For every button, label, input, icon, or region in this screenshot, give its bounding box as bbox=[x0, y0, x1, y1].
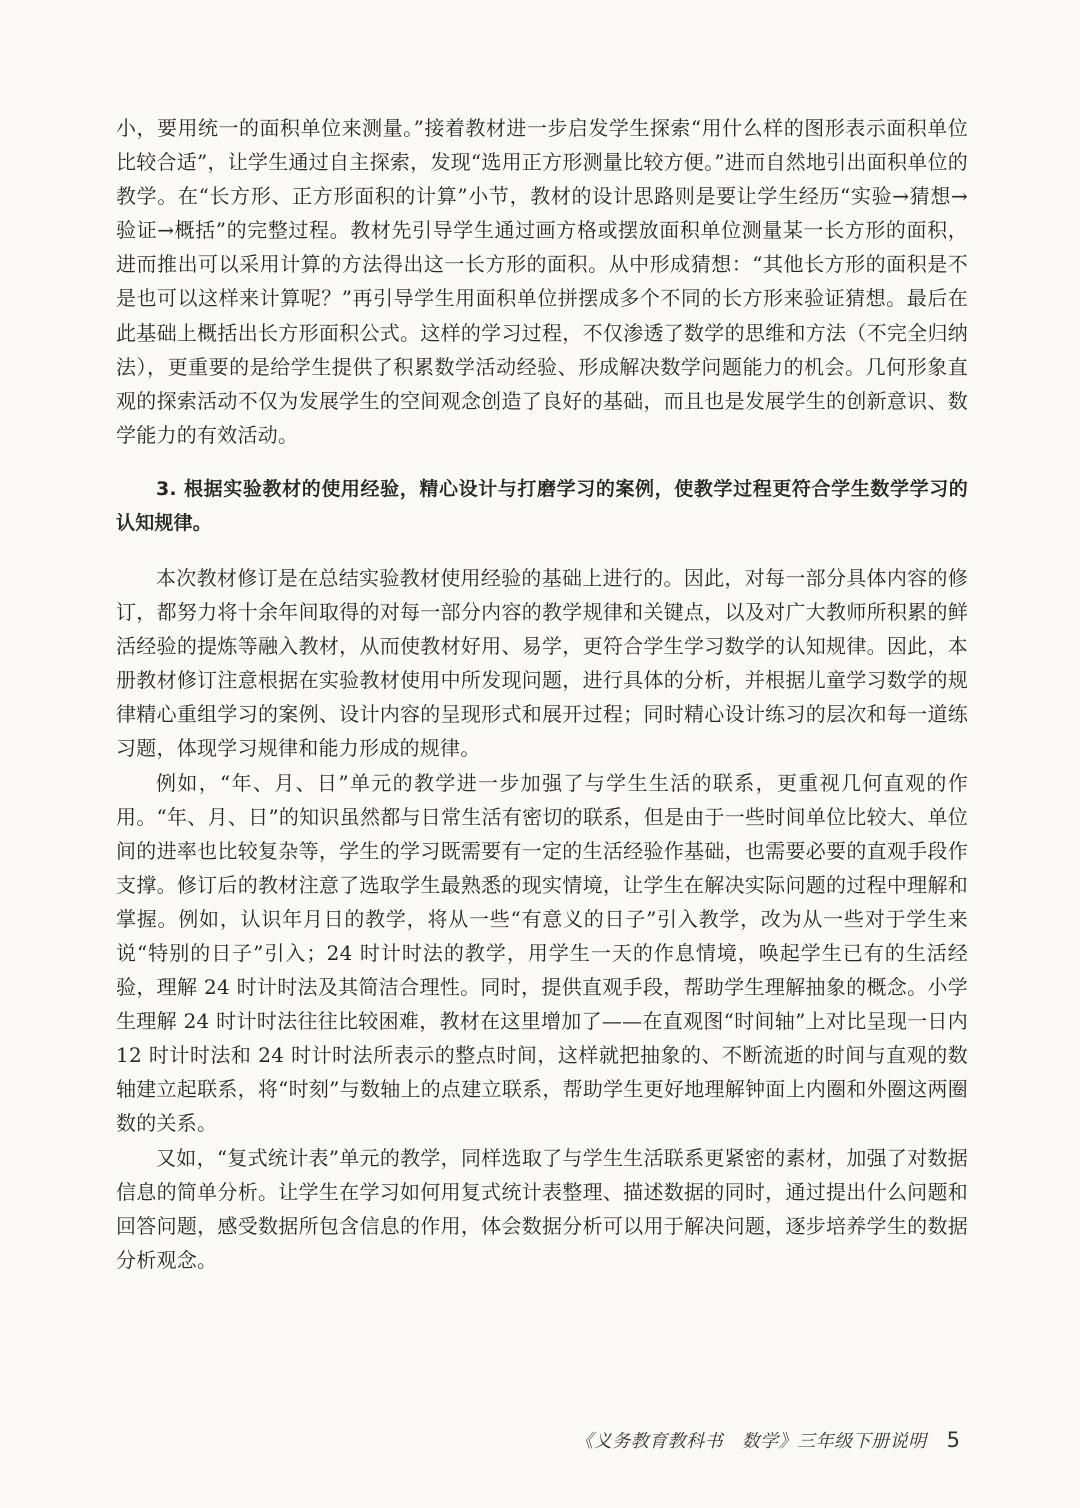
section-heading-3: 3. 根据实验教材的使用经验，精心设计与打磨学习的案例，使教学过程更符合学生数学学习的认知规律。 bbox=[116, 477, 968, 534]
paragraph-statistics-table: 又如，“复式统计表”单元的教学，同样选取了与学生生活联系更紧密的素材，加强了对数据信息的简单分析。让学生在学习如何用复式统计表整理、描述数据的同时，通过提出什么问题和回答问题，感受数据所包含信息的作用，体会数据分析可以用于解决问题，逐步培养学生的数据分析观念。 bbox=[116, 1145, 968, 1272]
paragraph-revision: 本次教材修订是在总结实验教材使用经验的基础上进行的。因此，对每一部分具体内容的修订，都努力将十余年间取得的对每一部分内容的教学规律和关键点，以及对广大教师所积累的鲜活经验的提炼等融入教材，从而使教材好用、易学，更符合学生学习数学的认知规律。因此，本册教材修订注意根据在实验教材使用中所发现问题，进行具体的分析，并根据儿童学习数学的规律精心重组学习的案例、设计内容的呈现形式和展开过程；同时精心设计练习的层次和每一道练习题，体现学习规律和能力形成的规律。 bbox=[116, 565, 968, 761]
body-text bbox=[116, 111, 968, 1277]
footer-book-title: 《义务教育教科书 数学》三年级下册说明 bbox=[575, 1431, 927, 1452]
page-number: 5 bbox=[946, 1428, 960, 1452]
paragraph-area-units: 小，要用统一的面积单位来测量。”接着教材进一步启发学生探索“用什么样的图形表示面积单位比较合适”，让学生通过自主探索，发现“选用正方形测量比较方便。”进而自然地引出面积单位的教学。在“长方形、正方形面积的计算”小节，教材的设计思路则是要让学生经历“实验→猜想→验证→概括”的完整过程。教材先引导学生通过画方格或摆放面积单位测量某一长方形的面积，进而推出可以采用计算的方法得出这一长方形的面积。从中形成猜想：“其他长方形的面积是不是也可以这样来计算呢？”再引导学生用面积单位拼摆成多个不同的长方形来验证猜想。最后在此基础上概括出长方形面积公式。这样的学习过程，不仅渗透了数学的思维和方法（不完全归纳法），更重要的是给学生提供了积累数学活动经验、形成解决数学问题能力的机会。几何形象直观的探索活动不仅为发展学生的空间观念创造了良好的基础，而且也是发展学生的创新意识、数学能力的有效活动。 bbox=[116, 116, 968, 447]
page-footer bbox=[560, 1424, 960, 1456]
paragraph-year-month-day: 例如，“年、月、日”单元的教学进一步加强了与学生生活的联系，更重视几何直观的作用。“年、月、日”的知识虽然都与日常生活有密切的联系，但是由于一些时间单位比较大、单位间的进率也比较复杂等，学生的学习既需要有一定的生活经验作基础，也需要必要的直观手段作支撑。修订后的教材注意了选取学生最熟悉的现实情境，让学生在解决实际问题的过程中理解和掌握。例如，认识年月日的教学，将从一些“有意义的日子”引入教学，改为从一些对于学生来说“特别的日子”引入；24 时计时法的教学，用学生一天的作息情境，唤起学生已有的生活经验，理解 24 时计时法及其简洁合理性。同时，提供直观手段，帮助学生理解抽象的概念。小学生理解 24 时计时法往往比较困难，教材在这里增加了——在直观图“时间轴”上对比呈现一日内 12 时计时法和 24 时计时法所表示的整点时间，这样就把抽象的、不断流逝的时间与直观的数轴建立起联系，将“时刻”与数轴上的点建立联系，帮助学生更好地理解钟面上内圈和外圈这两圈数的关系。 bbox=[116, 770, 968, 1136]
